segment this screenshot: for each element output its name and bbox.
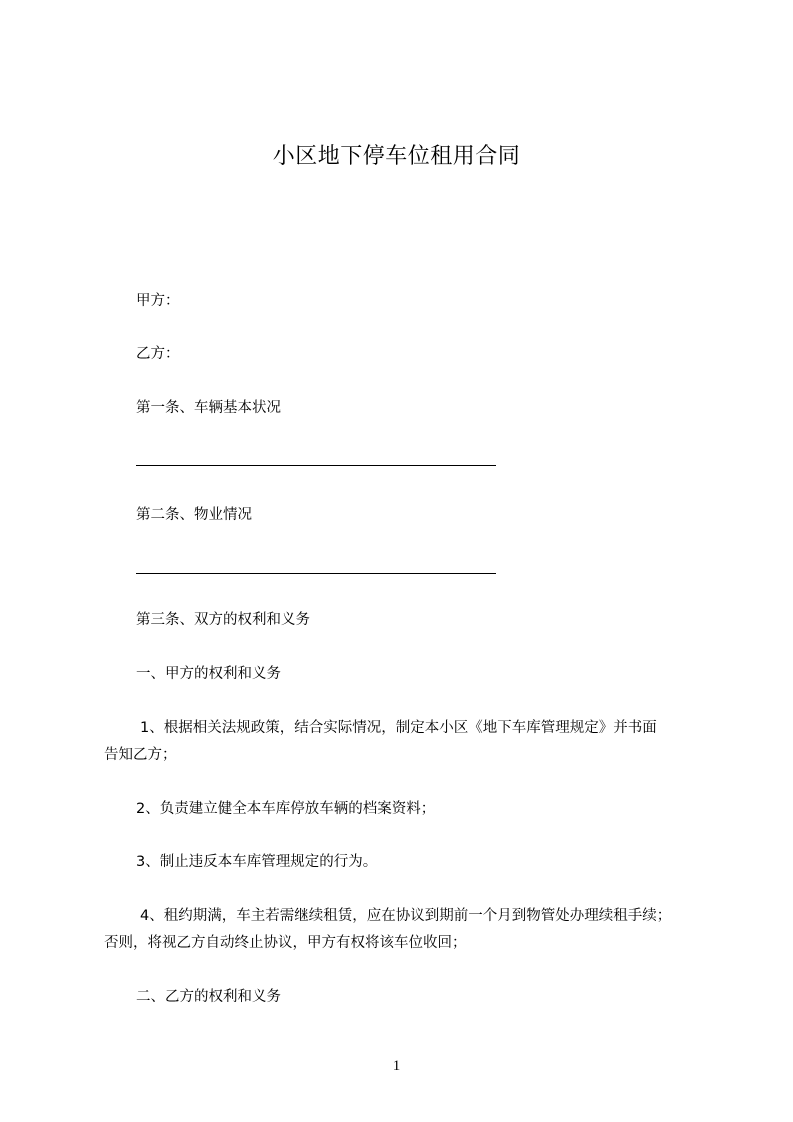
section-b-heading: 二、乙方的权利和义务 [136,989,281,1005]
item-1-line-1: 1、根据相关法规政策，结合实际情况，制定本小区《地下车库管理规定》并书面 [140,720,657,736]
page-number: 1 [392,1058,401,1074]
section-a-heading: 一、甲方的权利和义务 [136,666,281,682]
party-b-label: 乙方： [136,346,180,362]
item-4-line-2: 否则，将视乙方自动终止协议，甲方有权将该车位收回； [104,935,467,951]
article-1-heading: 第一条、车辆基本状况 [136,400,281,416]
document-title: 小区地下停车位租用合同 [272,144,521,169]
item-1-line-2: 告知乙方； [104,747,177,763]
item-4-line-1: 4、租约期满，车主若需继续租赁，应在协议到期前一个月到物管处办理续租手续； [140,908,672,924]
item-3: 3、制止违反本车库管理规定的行为。 [136,854,378,870]
article-1-blank-line [136,465,496,466]
party-a-label: 甲方： [136,293,180,309]
article-3-heading: 第三条、双方的权利和义务 [136,612,310,628]
item-2: 2、负责建立健全本车库停放车辆的档案资料； [136,801,436,817]
article-2-heading: 第二条、物业情况 [136,507,252,523]
article-2-blank-line [136,573,496,574]
